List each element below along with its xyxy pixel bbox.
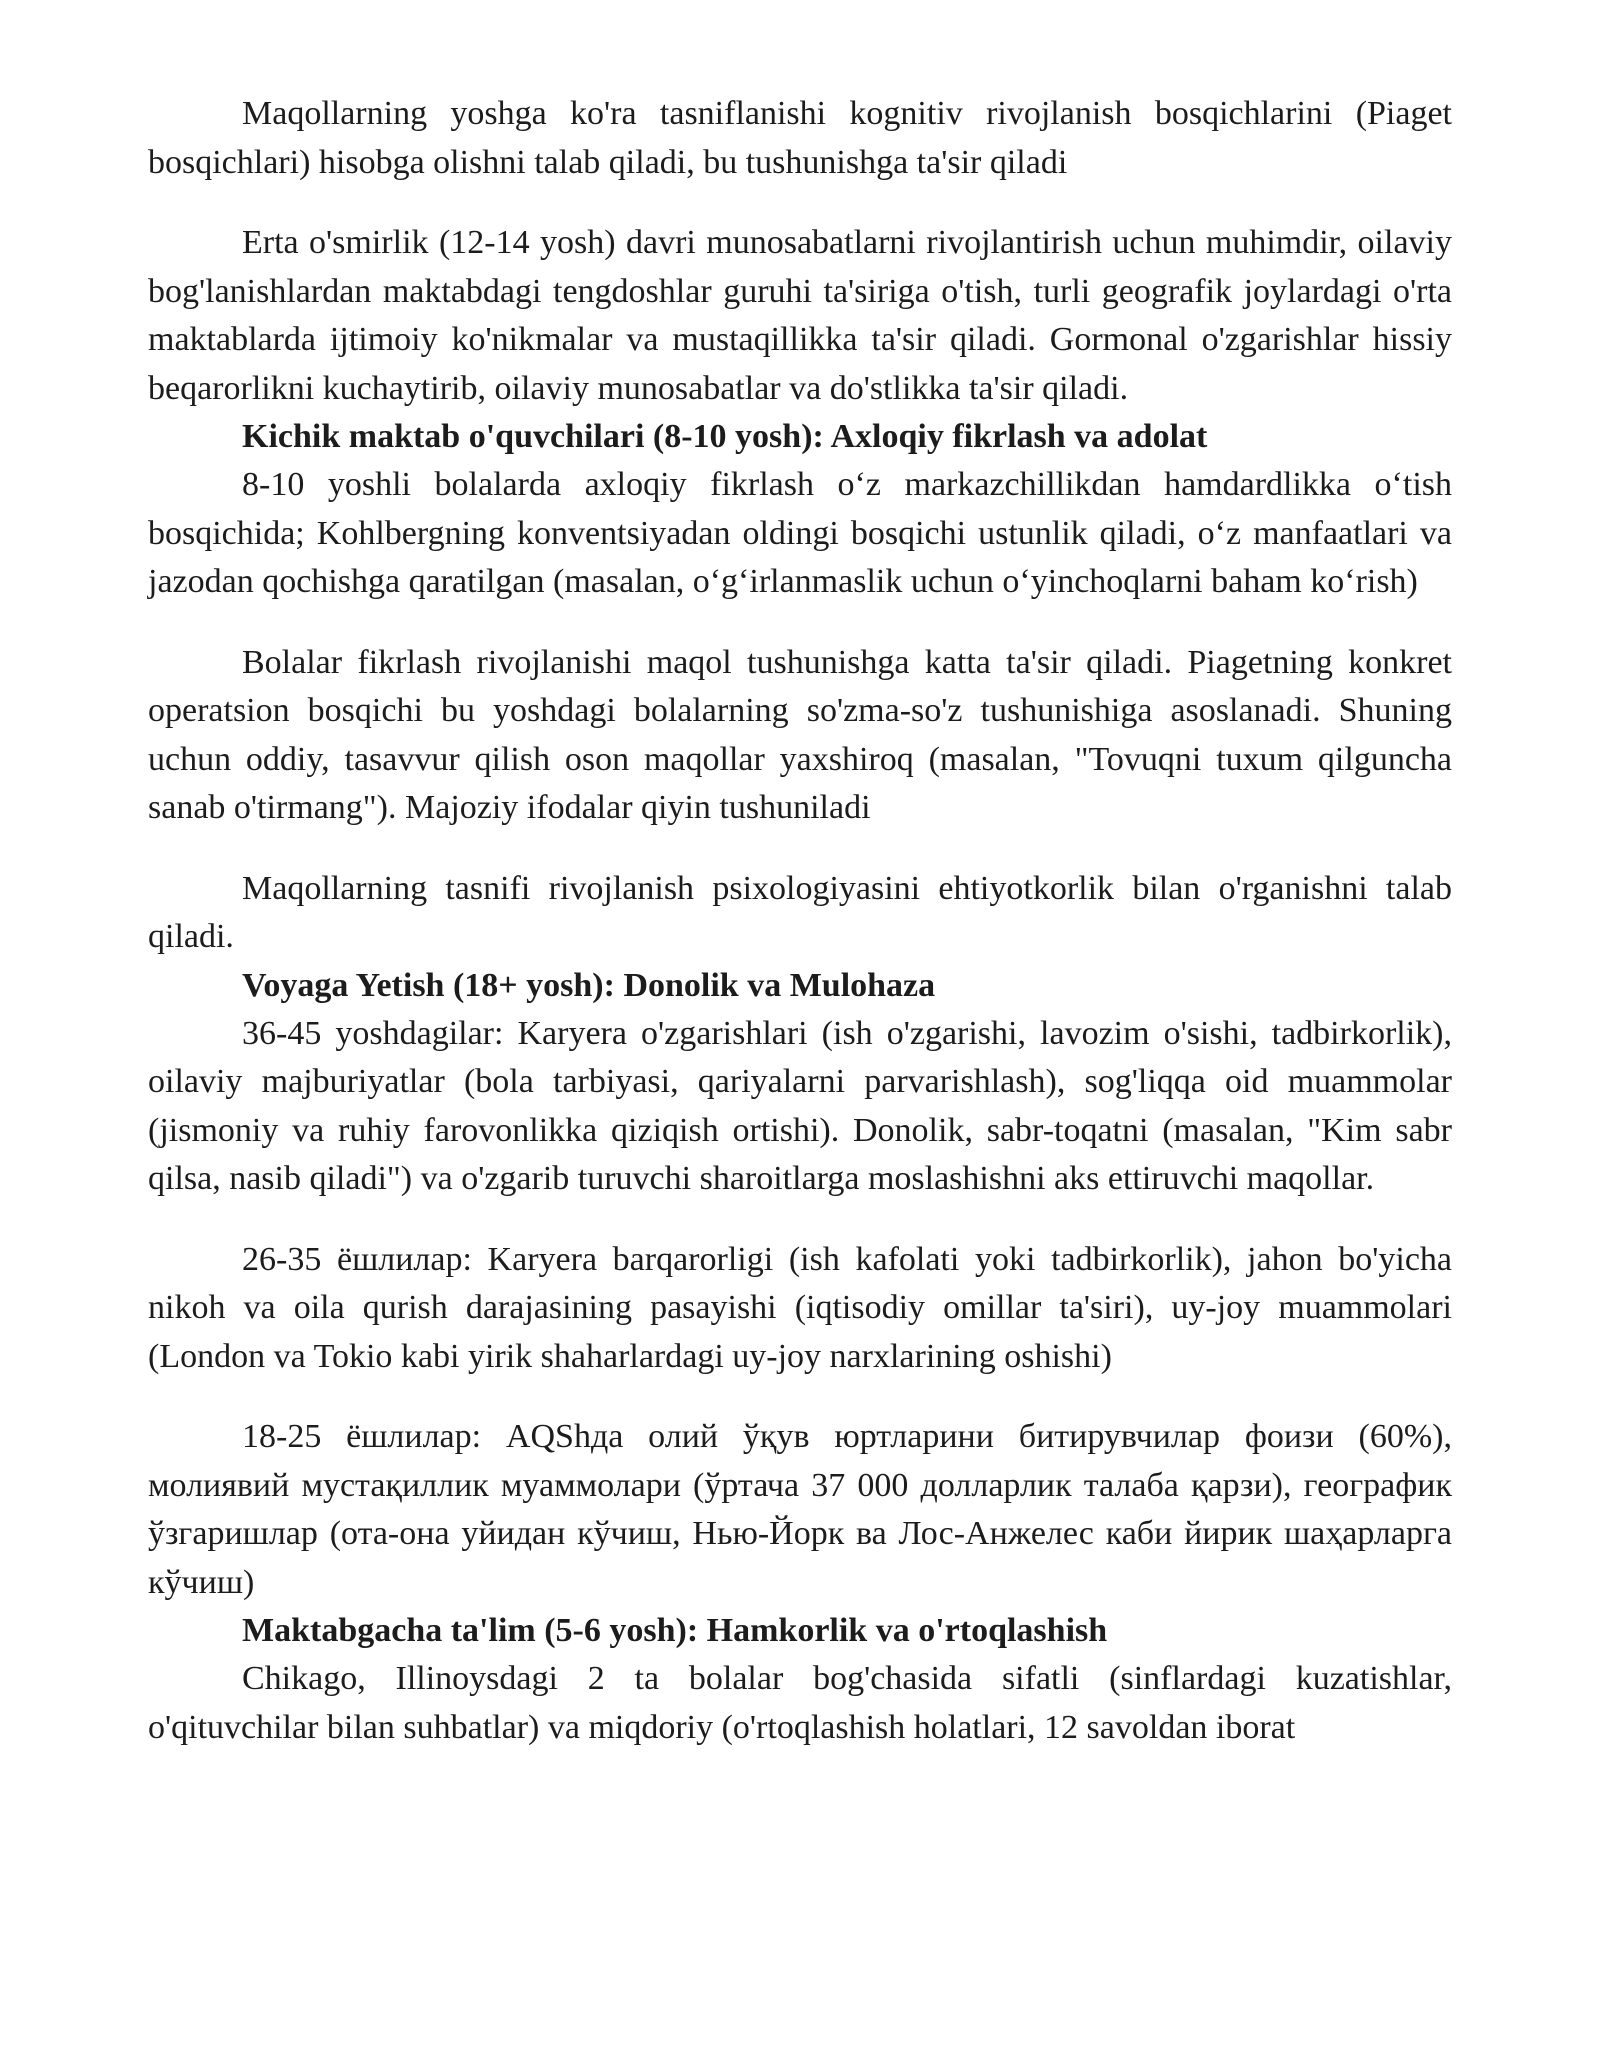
document-page — [148, 90, 1452, 1752]
heading-primary-school: Kichik maktab o'quvchilari (8-10 yosh): Axloqiy fikrlash va adolat — [242, 418, 1208, 455]
heading-preschool: Maktabgacha ta'lim (5-6 yosh): Hamkorlik va o'rtoqlashish — [242, 1612, 1108, 1649]
paragraph-piaget-classification: Maqollarning yoshga ko'ra tasniflanishi kognitiv rivojlanish bosqichlarini (Piaget bosqichlari) hisobga olishni talab qiladi, bu tushunishga ta'sir qiladi — [148, 95, 1452, 181]
paragraph-age-26-35: 26-35 ёшлилар: Karyera barqarorligi (ish kafolati yoki tadbirkorlik), jahon bo'yicha nikoh va oila qurish darajasining pasayishi (iqtisodiy omillar ta'siri), uy-joy muammolari (London va Tokio kabi yirik shaharlardagi uy-joy narxlarining oshishi) — [148, 1240, 1452, 1375]
paragraph-age-36-45: 36-45 yoshdagilar: Karyera o'zgarishlari (ish o'zgarishi, lavozim o'sishi, tadbirkorlik), oilaviy majburiyatlar (bola tarbiyasi, qariyalarni parvarishlash), sog'liqqa oid muammolar (jismoniy va ruhiy farovonlikka qiziqish ortishi). Donolik, sabr-toqatni (masalan, "Kim sabr qilsa, nasib qiladi") va o'zgarib turuvchi sharoitlarga moslashishni aks ettiruvchi maqollar. — [148, 1014, 1452, 1197]
paragraph-age-18-25: 18-25 ёшлилар: AQShда олий ўқув юртларини битирувчилар фоизи (60%), молиявий мустақиллик муаммолари (ўртача 37 000 долларлик талаба қарзи), географик ўзгаришлар (ота-она уйидан кўчиш, Нью-Йорк ва Лос-Анжелес каби йирик шаҳарларга кўчиш) — [148, 1418, 1452, 1601]
paragraph-chicago-study: Chikago, Illinoysdagi 2 ta bolalar bog'chasida sifatli (sinflardagi kuzatishlar, o'qituvchilar bilan suhbatlar) va miqdoriy (o'rtoqlashish holatlari, 12 savoldan iborat — [148, 1660, 1452, 1746]
paragraph-child-thinking: Bolalar fikrlash rivojlanishi maqol tushunishga katta ta'sir qiladi. Piagetning konkret operatsion bosqichi bu yoshdagi bolalarning so'zma-so'z tushunishiga asoslanadi. Shuning uchun oddiy, tasavvur qilish oson maqollar yaxshiroq (masalan, "Tovuqni tuxum qilguncha sanab o'tirmang"). Majoziy ifodalar qiyin tushuniladi — [148, 643, 1452, 826]
paragraph-classification-note: Maqollarning tasnifi rivojlanish psixologiyasini ehtiyotkorlik bilan o'rganishni talab qiladi. — [148, 869, 1452, 955]
heading-adulthood: Voyaga Yetish (18+ yosh): Donolik va Mulohaza — [242, 966, 936, 1004]
paragraph-early-adolescence: Erta o'smirlik (12-14 yosh) davri munosabatlarni rivojlantirish uchun muhimdir, oilaviy bog'lanishlardan maktabdagi tengdoshlar guruhi ta'siriga o'tish, turli geografik joylardagi o'rta maktablarda ijtimoiy ko'nikmalar va mustaqillikka ta'sir qiladi. Gormonal o'zgarishlar hissiy beqarorlikni kuchaytirib, oilaviy munosabatlar va do'stlikka ta'sir qiladi. — [148, 224, 1452, 407]
paragraph-moral-reasoning: 8-10 yoshli bolalarda axloqiy fikrlash oʻz markazchillikdan hamdardlikka oʻtish bosqichida; Kohlbergning konventsiyadan oldingi bosqichi ustunlik qiladi, oʻz manfaatlari va jazodan qochishga qaratilgan (masalan, oʻgʻirlanmaslik uchun oʻyinchoqlarni baham koʻrish) — [148, 466, 1452, 600]
